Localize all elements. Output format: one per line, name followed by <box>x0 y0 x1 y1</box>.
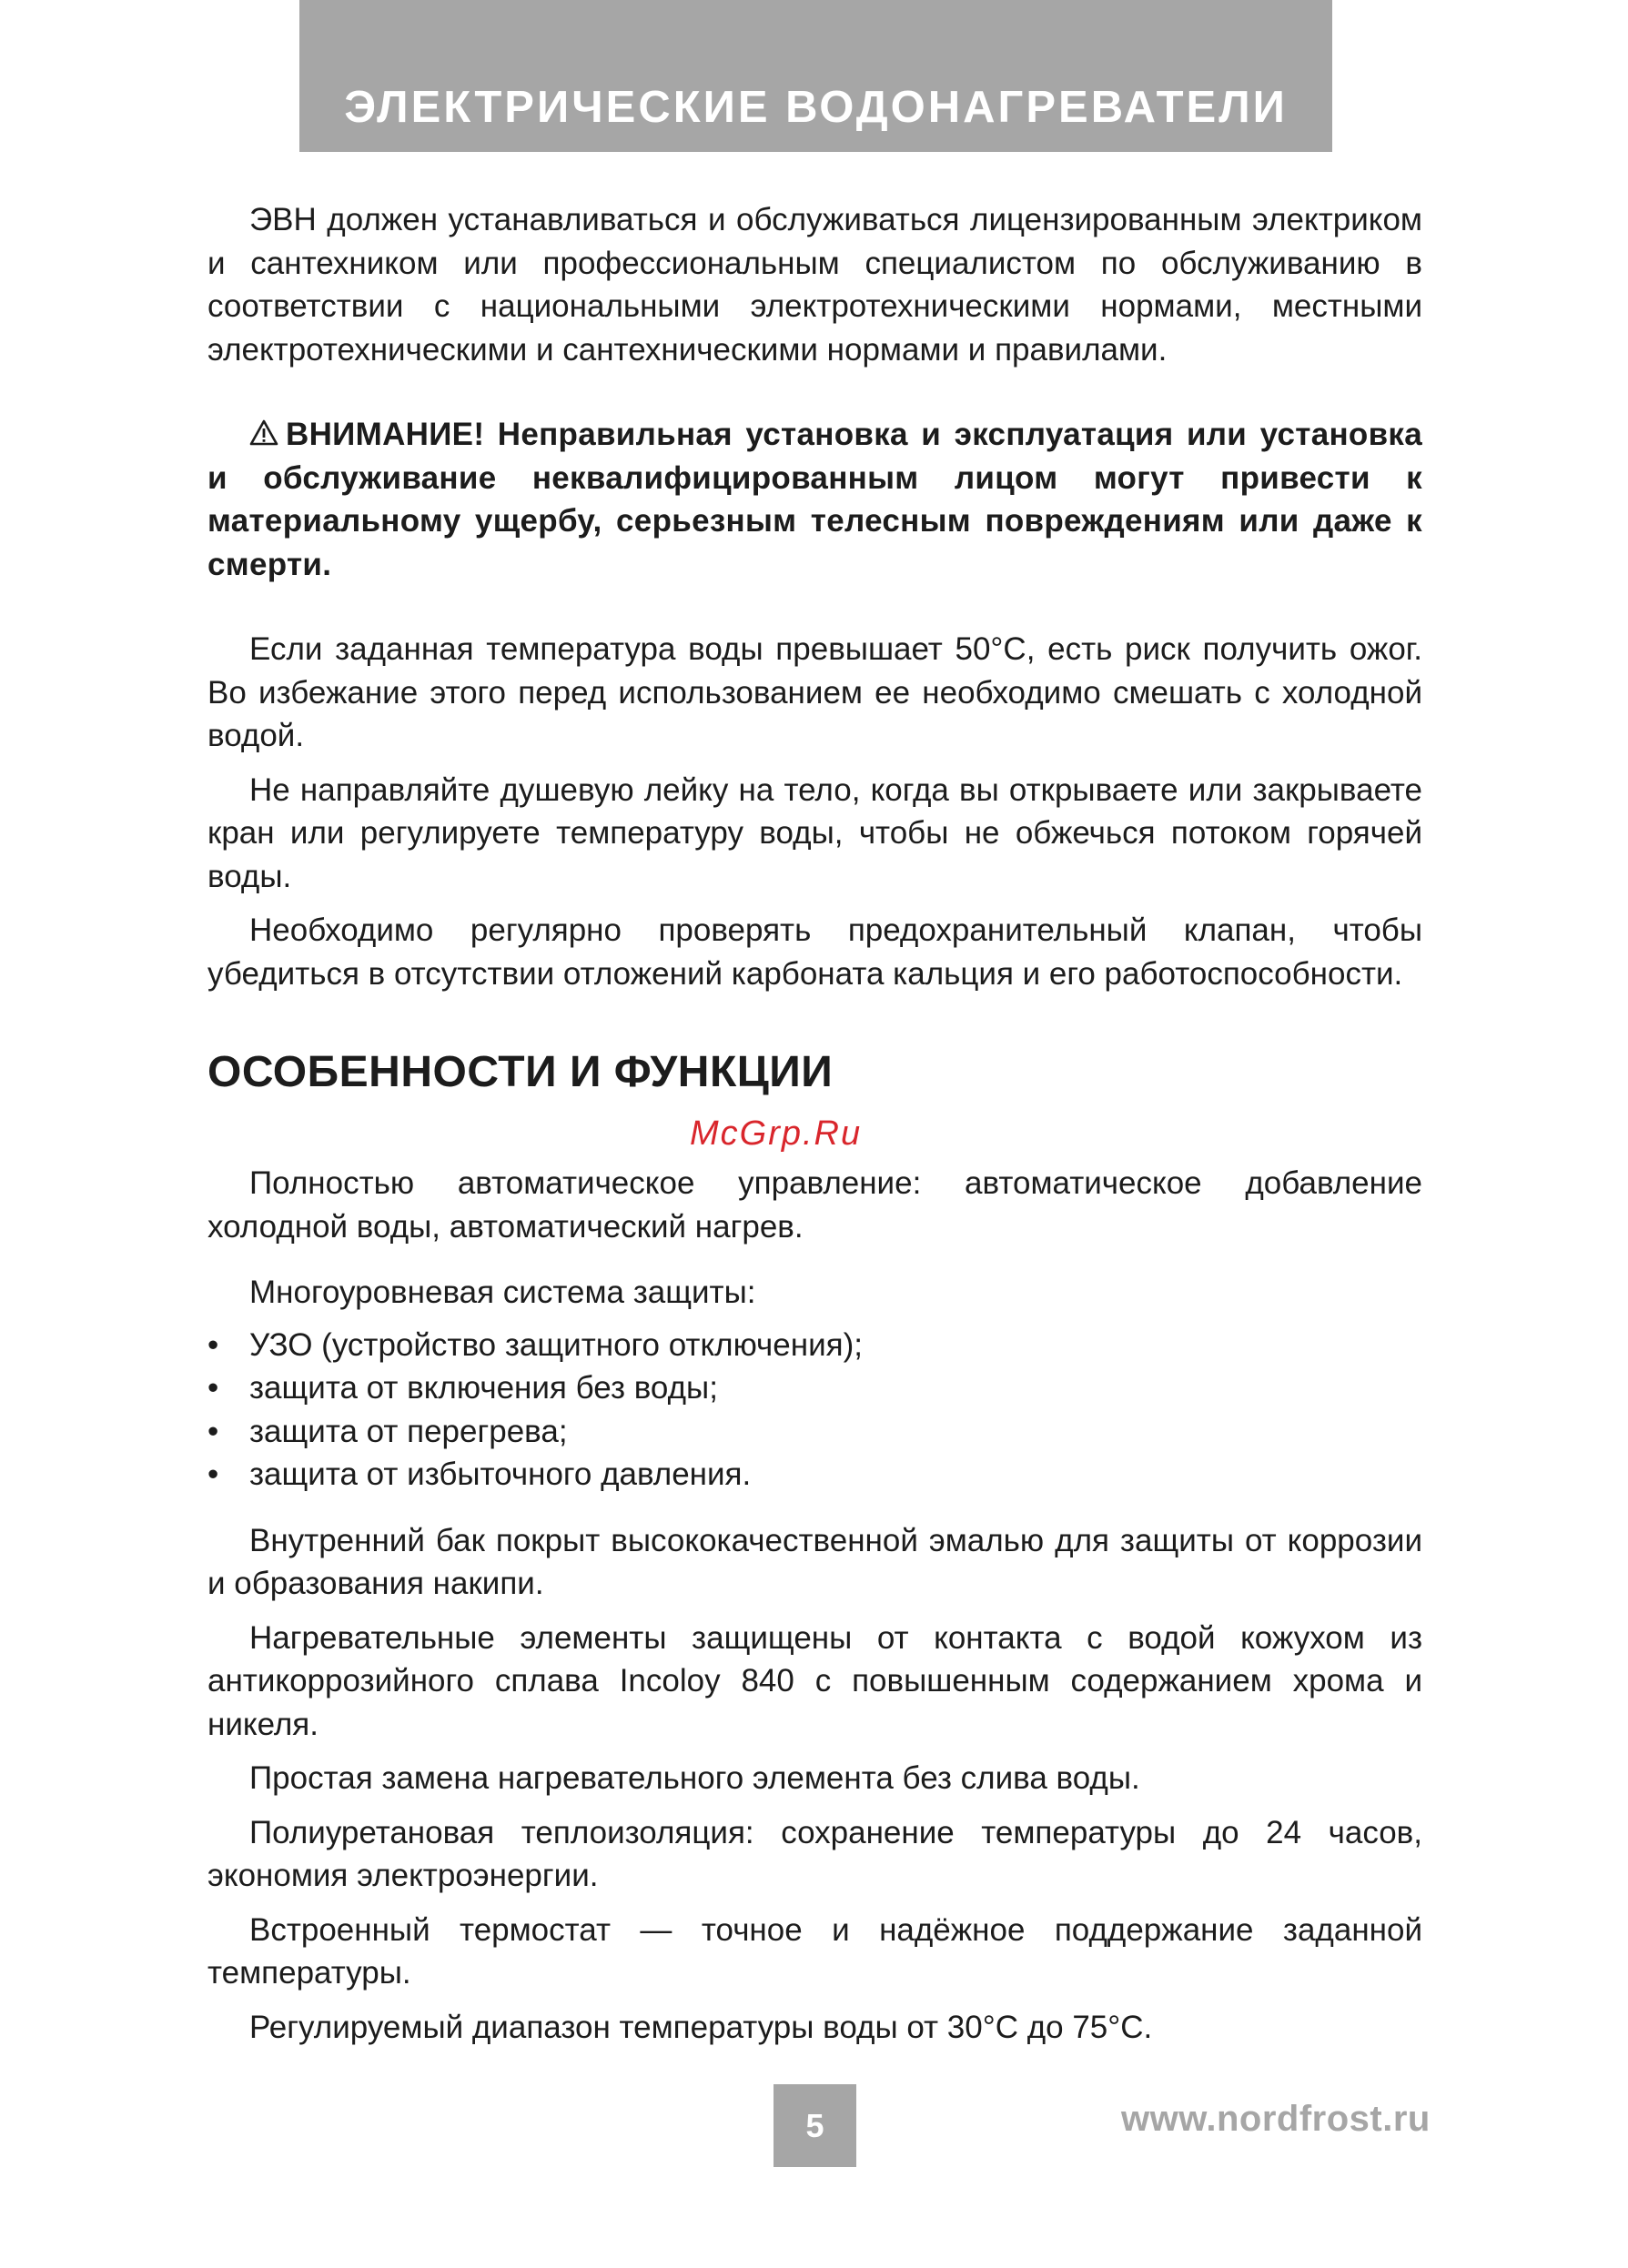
header-title: ЭЛЕКТРИЧЕСКИЕ ВОДОНАГРЕВАТЕЛИ <box>344 83 1288 132</box>
feature-thermostat: Встроенный термостат — точное и надёжное поддержание заданной температуры. <box>207 1911 1422 1991</box>
list-item: • защита от перегрева; <box>207 1410 1422 1454</box>
warning-triangle-icon <box>249 418 278 448</box>
safety-paragraph-shower: Не направляйте душевую лейку на тело, когда вы открываете или закрываете кран или регулируете температуру воды, чтобы не обжечься потоком горячей воды. <box>207 771 1422 894</box>
intro-paragraph: ЭВН должен устанавливаться и обслуживаться лицензированным электриком и сантехником или профессиональным специалистом по обслуживанию в соответствии с национальными электротехническими нормами, местными электротехническими и сантехническими нормами и правилами. <box>207 202 1422 368</box>
feature-insulation: Полиуретановая теплоизоляция: сохранение температуры до 24 часов, экономия электроэнергии. <box>207 1814 1422 1893</box>
safety-paragraph-burn: Если заданная температура воды превышает 50°C, есть риск получить ожог. Во избежание этого перед использованием ее необходимо смешать с холодной водой. <box>207 631 1422 753</box>
bullet-marker: • <box>207 1370 219 1406</box>
feature-replacement: Простая замена нагревательного элемента без слива воды. <box>249 1760 1140 1796</box>
safety-paragraph-valve: Необходимо регулярно проверять предохранительный клапан, чтобы убедиться в отсутствии отложений карбоната кальция и его работоспособности. <box>207 912 1422 992</box>
header-band <box>299 0 1332 152</box>
bullet-marker: • <box>207 1457 219 1492</box>
feature-tank: Внутренний бак покрыт высококачественной эмалью для защиты от коррозии и образования накипи. <box>207 1522 1422 1601</box>
warning-paragraph <box>207 413 1422 586</box>
feature-protection-intro: Многоуровневая система защиты: <box>249 1275 756 1310</box>
page-number: 5 <box>774 2084 856 2167</box>
list-item: • защита от включения без воды; <box>207 1366 1422 1410</box>
feature-auto-control: Полностью автоматическое управление: автоматическое добавление холодной воды, автоматический нагрев. <box>207 1165 1422 1245</box>
features-heading: ОСОБЕННОСТИ И ФУНКЦИИ <box>207 1048 834 1096</box>
watermark-text: McGrp.Ru <box>690 1114 863 1153</box>
website-link[interactable]: www.nordfrost.ru <box>1121 2099 1431 2139</box>
list-item: • защита от избыточного давления. <box>207 1453 1422 1497</box>
list-item: • УЗО (устройство защитного отключения); <box>207 1324 1422 1367</box>
feature-temperature-range: Регулируемый диапазон температуры воды от 30°C до 75°C. <box>249 2009 1153 2045</box>
bullet-marker: • <box>207 1326 219 1363</box>
feature-heating-elements: Нагревательные элементы защищены от контакта с водой кожухом из антикоррозийного сплава Incoloy 840 с повышенным содержанием хрома и никеля. <box>207 1619 1422 1742</box>
bullet-marker: • <box>207 1413 219 1449</box>
warning-text: ВНИМАНИЕ! Неправильная установка и эксплуатация или установка и обслуживание неквалифицированным лицом могут привести к материальному ущербу, серьезным телесным повреждениям или даже к смерти. <box>207 417 1422 582</box>
protection-list <box>207 1324 1422 1497</box>
